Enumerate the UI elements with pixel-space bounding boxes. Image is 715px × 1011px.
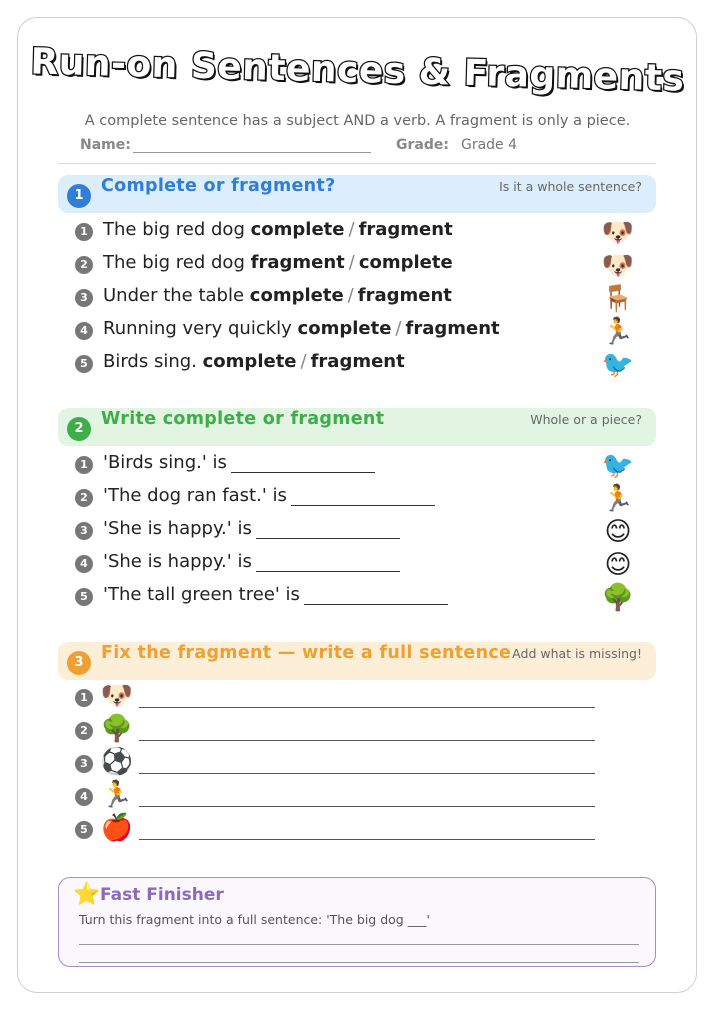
sentence-answer-line[interactable] [139,806,595,807]
grade-label: Grade: [396,137,449,153]
section-3-item [75,716,595,750]
runner-icon: 🏃 [601,317,635,347]
sentence-answer-line[interactable] [139,707,595,708]
item-number: 1 [75,223,93,241]
item-text [103,318,500,339]
item-number: 2 [75,722,93,740]
name-label: Name: [80,137,131,153]
tree-icon: 🌳 [601,583,635,613]
section-3-hint: Add what is missing! [512,646,642,661]
sentence-answer-line[interactable] [139,773,595,774]
section-1-item [75,316,635,346]
item-number: 3 [75,289,93,307]
item-text [103,252,453,273]
section-3-item [75,683,595,717]
item-number: 4 [75,788,93,806]
runner-icon: 🏃 [601,484,635,514]
section-2-item [75,450,635,480]
item-text [103,219,453,240]
section-3-item [75,782,595,816]
grade-row [396,137,517,153]
section-2-hint: Whole or a piece? [530,412,642,427]
choice-divider: / [348,252,355,273]
item-number: 4 [75,555,93,573]
choice-divider: / [395,318,402,339]
section-1-item [75,217,635,247]
item-sentence: Under the table [103,285,245,306]
sentence-answer-line[interactable] [139,839,595,840]
answer-blank[interactable] [291,487,435,506]
bird-icon: 🐦 [601,451,635,481]
section-1-item [75,250,635,280]
fast-finisher-answer-line[interactable] [79,944,639,945]
fast-finisher-prompt: Turn this fragment into a full sentence: 'The big dog ___' [79,912,430,927]
section-3-item [75,815,595,849]
name-row [80,137,371,153]
item-sentence: 'The dog ran fast.' is [103,485,287,506]
worksheet-subtitle: A complete sentence has a subject AND a verb. A fragment is only a piece. [84,113,631,129]
choice-divider: / [347,285,354,306]
section-2-number: 2 [67,417,91,441]
section-3-item [75,749,595,783]
smile-icon: 😊 [604,517,632,547]
choice-option[interactable]: fragment [357,285,452,306]
choice-option[interactable]: complete [249,285,344,306]
item-number: 5 [75,588,93,606]
soccer-ball-icon: ⚽ [100,747,134,777]
item-number: 5 [75,355,93,373]
choice-option[interactable]: complete [358,252,453,273]
bird-icon: 🐦 [601,350,635,380]
item-sentence: 'Birds sing.' is [103,452,227,473]
choice-option[interactable]: complete [250,219,345,240]
item-sentence: 'She is happy.' is [103,551,252,572]
item-sentence: Birds sing. [103,351,197,372]
section-2-item [75,582,635,612]
section-1-header [58,175,656,213]
item-sentence: The big red dog [103,252,245,273]
section-2-item [75,549,635,579]
grade-value: Grade 4 [460,137,518,153]
tree-icon: 🌳 [100,714,134,744]
section-2-item [75,483,635,513]
fast-finisher-title: Fast Finisher [100,885,224,905]
item-number: 4 [75,322,93,340]
item-text [103,485,435,506]
item-text [103,452,375,473]
choice-option[interactable]: fragment [358,219,453,240]
star-icon: ⭐ [73,882,101,907]
section-1-item [75,349,635,379]
item-sentence: 'She is happy.' is [103,518,252,539]
item-text [103,551,400,572]
runner-icon: 🏃 [100,780,134,810]
section-2-header [58,408,656,446]
choice-option[interactable]: fragment [405,318,500,339]
fast-finisher-box [58,877,656,967]
choice-divider: / [348,219,355,240]
item-number: 1 [75,456,93,474]
item-sentence: Running very quickly [103,318,292,339]
section-2-item [75,516,635,546]
section-3-number: 3 [67,651,91,675]
item-text [103,351,405,372]
worksheet-title: Run-on Sentences & Fragments [30,41,685,100]
item-number: 1 [75,689,93,707]
item-number: 3 [75,755,93,773]
sentence-answer-line[interactable] [139,740,595,741]
fast-finisher-answer-line[interactable] [79,962,639,963]
item-number: 2 [75,256,93,274]
item-number: 2 [75,489,93,507]
section-1-number: 1 [67,184,91,208]
item-number: 3 [75,522,93,540]
choice-option[interactable]: fragment [310,351,405,372]
section-2-title: Write complete or fragment [101,409,385,429]
name-field[interactable] [133,138,371,153]
answer-blank[interactable] [304,586,448,605]
answer-blank[interactable] [256,520,400,539]
section-1-title: Complete or fragment? [101,176,336,196]
header-divider [58,163,656,164]
answer-blank[interactable] [256,553,400,572]
item-number: 5 [75,821,93,839]
dog-icon: 🐶 [601,218,635,248]
chair-icon: 🪑 [601,284,635,314]
choice-option[interactable]: complete [297,318,392,339]
section-3-header [58,642,656,680]
section-1-item [75,283,635,313]
apple-icon: 🍎 [100,813,134,843]
answer-blank[interactable] [231,454,375,473]
section-1-hint: Is it a whole sentence? [499,179,642,194]
choice-option[interactable]: fragment [250,252,345,273]
item-text [103,584,448,605]
smile-icon: 😊 [604,550,632,580]
section-3-title: Fix the fragment — write a full sentence [101,643,512,663]
dog-icon: 🐶 [100,681,134,711]
item-text [103,285,452,306]
item-text [103,518,400,539]
choice-option[interactable]: complete [202,351,297,372]
item-sentence: The big red dog [103,219,245,240]
dog-icon: 🐶 [601,251,635,281]
item-sentence: 'The tall green tree' is [103,584,300,605]
choice-divider: / [300,351,307,372]
